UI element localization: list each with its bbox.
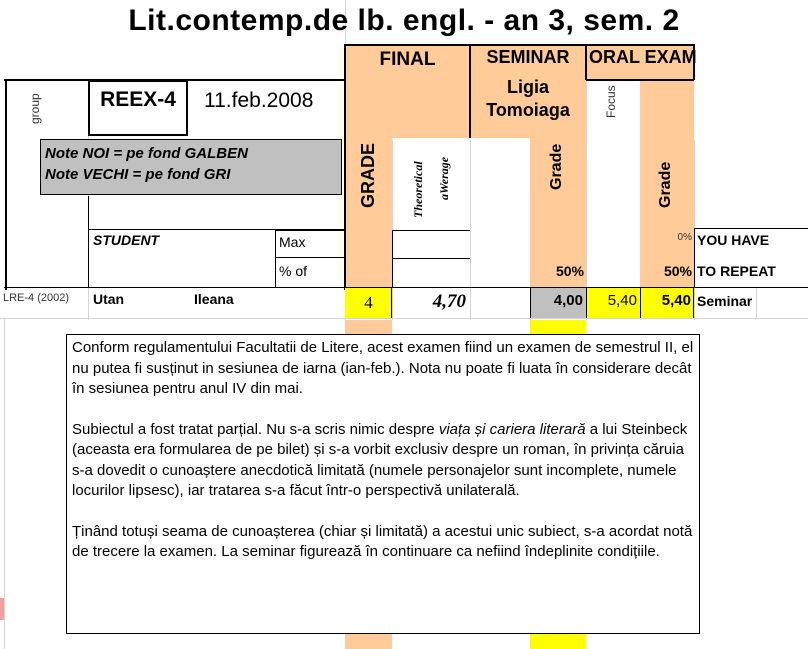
reex-label: REEX-4: [100, 88, 176, 111]
group-label: group: [28, 93, 42, 124]
oral-grade-header: Grade: [657, 161, 674, 208]
grade-caps-header: GRADE: [358, 142, 378, 208]
average-header: aWerage: [437, 156, 451, 200]
repeat-value: Seminar: [697, 293, 753, 309]
seminar-percent: 50%: [555, 263, 584, 279]
seminar-header: SEMINAR: [486, 47, 570, 67]
final-grade: 4: [364, 293, 373, 312]
legend-new-grades: Note NOI = pe fond GALBEN: [45, 145, 248, 162]
student-label: STUDENT: [93, 232, 160, 248]
max-label: Max: [279, 234, 306, 250]
to-repeat-label: TO REPEAT: [697, 263, 776, 279]
theoretical-average: 4,70: [432, 291, 466, 312]
oral-exam-header: ORAL EXAM: [589, 47, 697, 67]
row-group: LRE-4 (2002): [3, 292, 70, 304]
seminar-teacher-first: Ligia: [506, 77, 549, 97]
you-have-label: YOU HAVE: [697, 232, 770, 248]
seminar-grade-header: Grade: [548, 143, 565, 190]
oral-percent-top: 0%: [677, 232, 692, 243]
final-header: FINAL: [379, 49, 436, 70]
student-firstname: Ileana: [194, 291, 234, 307]
comment-italic: viața și cariera literară: [438, 420, 586, 438]
student-surname: Utan: [93, 291, 125, 307]
percent-of-label: % of: [279, 263, 308, 279]
comment-paragraph-3: Ținând totuși seama de cunoașterea (chiar și limitată) a acestui unic subiect, s-a acordat notă de trecere la examen. La seminar figurează în continuare ca nefiind îndeplinite condițiile.: [72, 522, 693, 560]
page-title: Lit.contemp.de lb. engl. - an 3, sem. 2: [128, 4, 680, 37]
focus-label: Focus: [604, 85, 618, 118]
seminar-grade: 4,00: [553, 292, 583, 309]
theoretical-header: Theoretical: [411, 161, 425, 218]
oral-grade: 5,40: [661, 292, 691, 309]
comment-paragraph-2: Subiectul a fost tratat parțial. Nu s-a scris nimic despre viața și cariera literară a lui Steinbeck (aceasta era formularea de pe bilet) și s-a vorbit exclusiv despre un roman, în privința căruia s-a dovedit o cunoaștere anecdotică limitată (numele personajelor sunt incomplete, numele locurilor lipsesc), iar tratarea s-a făcut într-o perspectivă unilaterală.: [72, 420, 688, 499]
comment-box: [66, 334, 700, 634]
seminar-teacher-last: Tomoiaga: [486, 100, 570, 120]
oral-percent: 50%: [663, 263, 692, 279]
legend-old-grades: Note VECHI = pe fond GRI: [45, 166, 231, 183]
exam-date: 11.feb.2008: [204, 89, 314, 112]
focus-value: 5,40: [607, 292, 637, 309]
comment-paragraph-1: Conform regulamentului Facultatii de Litere, acest examen fiind un examen de semestrul II, el nu putea fi susținut in sesiunea de iarna (ian-feb.). Nota nu poate fi luata în considerare decât în sesiunea pentru anul IV din mai.: [72, 339, 694, 397]
